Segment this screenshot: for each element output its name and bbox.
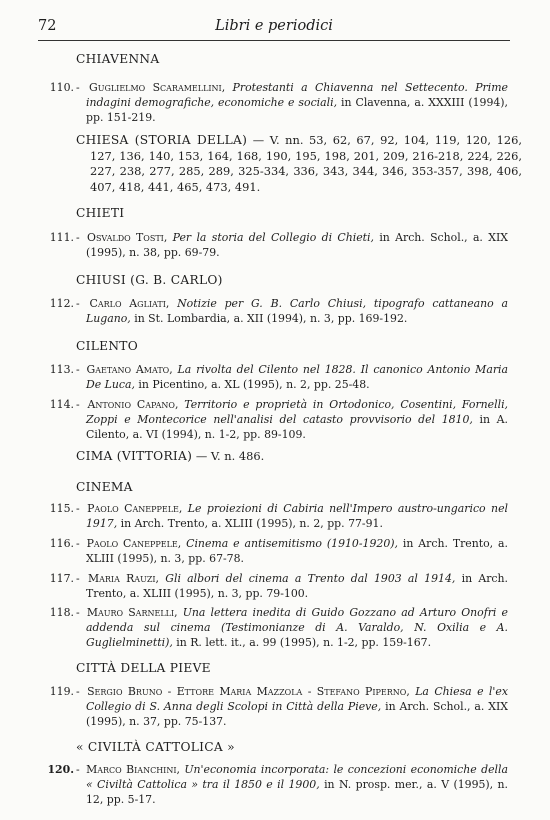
bibliography-entry xyxy=(38,501,508,531)
entry-author: Carlo Agliati, xyxy=(89,297,170,310)
bibliography-entry xyxy=(38,536,508,566)
entry-number: 112. xyxy=(49,297,74,310)
entry-author: Maria Rauzi, xyxy=(87,572,159,585)
section-heading: CHIETI xyxy=(76,206,125,220)
entry-citation: in Picentino, a. XL (1995), n. 2, pp. 25-48. xyxy=(138,378,370,392)
entry-title: Le proiezioni di Cabiria nell'Impero austro-ungarico nel 1917, xyxy=(86,502,509,531)
page-number: 72 xyxy=(38,18,57,34)
entry-text: - Osvaldo Tosti, Per la storia del Collegio di Chieti, in Arch. Schol., a. XIX (1995), n. 38, pp. 69-79. xyxy=(76,231,509,260)
entry-citation: in Arch. Schol., a. XIX (1995), n. 38, pp. 69-79. xyxy=(86,231,509,260)
entry-text: - Sergio Bruno - Ettore Maria Mazzola - Stefano Piperno, La Chiesa e l'ex Collegio di S. Anna degli Scolopi in Città della Pieve, in Arch. Schol., a. XIX (1995), n. 37, pp. 75-137. xyxy=(76,685,509,729)
bibliography-entry xyxy=(38,80,508,126)
bibliography-entry xyxy=(38,362,508,392)
entry-title: La rivolta del Cilento nel 1828. Il canonico Antonio Maria De Luca, xyxy=(86,363,509,392)
entry-title: Territorio e proprietà in Ortodonico, Cosentini, Fornelli, Zoppi e Montecorice nell'analisi del catasto provvisorio del 1810, xyxy=(86,398,509,427)
cross-reference-list: — V. n. 486. xyxy=(195,449,265,463)
section-heading: CILENTO xyxy=(76,339,139,353)
cross-reference xyxy=(76,449,522,465)
entry-citation: in Arch. Schol., a. XIX (1995), n. 37, pp. 75-137. xyxy=(86,700,509,729)
section-heading: CHIAVENNA xyxy=(76,52,160,66)
entry-text: - Gaetano Amato, La rivolta del Cilento nel 1828. Il canonico Antonio Maria De Luca, in Picentino, a. XL (1995), n. 2, pp. 25-48. xyxy=(76,363,509,392)
entry-author: Mauro Sarnelli, xyxy=(86,606,178,619)
entry-text: - Marco Bianchini, Un'economia incorporata: le concezioni economiche della « Civiltà Cattolica » tra il 1850 e il 1900, in N. prosp. mer., a. V (1995), n. 12, pp. 5-17. xyxy=(76,763,508,807)
section-heading: CITTÀ DELLA PIEVE xyxy=(76,661,211,675)
bibliography-entry xyxy=(38,762,508,808)
entry-author: Sergio Bruno - Ettore Maria Mazzola - Stefano Piperno, xyxy=(87,685,410,698)
cross-reference-list: — V. nn. 53, 62, 67, 92, 104, 119, 120, 126, 127, 136, 140, 153, 164, 168, 190, 195, 198, 201, 209, 216-218, 224, 226, 227, 238, 277, 285, 289, 325-334, 336, 343, 344, 346, 353-357, 398, 406, 407, 418, 441, 465, 473, 491. xyxy=(90,133,522,194)
entry-author: Guglielmo Scaramellini, xyxy=(89,81,226,94)
entry-author: Osvaldo Tosti, xyxy=(87,231,168,244)
entry-citation: in Clavenna, a. XXXIII (1994), pp. 151-219. xyxy=(86,96,509,125)
entry-text: - Paolo Caneppele, Cinema e antisemitismo (1910-1920), in Arch. Trento, a. XLIII (1995), n. 3, pp. 67-78. xyxy=(76,537,508,566)
entry-text: - Maria Rauzi, Gli albori del cinema a Trento dal 1903 al 1914, in Arch. Trento, a. XLIII (1995), n. 3, pp. 79-100. xyxy=(76,572,509,601)
entry-title: La Chiesa e l'ex Collegio di S. Anna degli Scolopi in Città della Pieve, xyxy=(86,685,508,714)
entry-citation: in N. prosp. mer., a. V (1995), n. 12, pp. 5-17. xyxy=(86,778,508,807)
bibliography-entry xyxy=(38,571,508,601)
section-heading: CHIUSI (G. B. CARLO) xyxy=(76,273,223,287)
entry-number: 119. xyxy=(49,685,74,698)
cross-reference xyxy=(76,133,522,195)
section-heading: CIMA (VITTORIA) xyxy=(76,449,193,463)
entry-title: Per la storia del Collegio di Chieti, xyxy=(172,231,374,244)
section-heading: CINEMA xyxy=(76,480,133,494)
entry-number: 116. xyxy=(49,537,74,550)
section-heading: « CIVILTÀ CATTOLICA » xyxy=(76,740,235,754)
entry-citation: in Arch. Trento, a. XLIII (1995), n. 3, pp. 67-78. xyxy=(86,537,508,566)
entry-number: 118. xyxy=(49,606,74,619)
entry-author: Paolo Caneppele, xyxy=(87,502,183,515)
entry-number: 110. xyxy=(49,81,74,94)
entry-text: - Guglielmo Scaramellini, Protestanti a Chiavenna nel Settecento. Prime indagini demografiche, economiche e sociali, in Clavenna, a. XXXIII (1994), pp. 151-219. xyxy=(76,81,509,125)
entry-number: 117. xyxy=(49,572,74,585)
entry-title: Gli albori del cinema a Trento dal 1903 al 1914, xyxy=(165,572,456,585)
entry-number: 120. xyxy=(47,763,74,776)
entry-title: Notizie per G. B. Carlo Chiusi, tipografo cattaneano a Lugano, xyxy=(86,297,508,326)
section-heading: CHIESA (STORIA DELLA) xyxy=(76,133,248,147)
bibliography-entry xyxy=(38,684,508,730)
bibliography-entry xyxy=(38,605,508,651)
entry-citation: in St. Lombardia, a. XII (1994), n. 3, pp. 169-192. xyxy=(134,312,408,326)
entry-title: Una lettera inedita di Guido Gozzano ad Arturo Onofri e addenda sul cinema (Testimonianze di A. Varaldo, N. Oxilia e A. Guglielminetti), xyxy=(86,606,508,650)
entry-author: Marco Bianchini, xyxy=(86,763,180,776)
entry-citation: in A. Cilento, a. VI (1994), n. 1-2, pp. 89-109. xyxy=(86,413,508,442)
entry-text: - Paolo Caneppele, Le proiezioni di Cabiria nell'Impero austro-ungarico nel 1917, in Arch. Trento, a. XLIII (1995), n. 2, pp. 77-91. xyxy=(76,502,509,531)
entry-title: Protestanti a Chiavenna nel Settecento. Prime indagini demografiche, economiche e sociali, xyxy=(86,81,508,110)
bibliography-entry xyxy=(38,230,508,260)
entry-citation: in Arch. Trento, a. XLIII (1995), n. 3, pp. 79-100. xyxy=(86,572,509,601)
entry-citation: in R. lett. it., a. 99 (1995), n. 1-2, pp. 159-167. xyxy=(176,636,432,650)
running-title: Libri e periodici xyxy=(215,18,333,34)
bibliography-entry xyxy=(38,296,508,326)
header-rule xyxy=(38,40,510,41)
entry-citation: in Arch. Trento, a. XLIII (1995), n. 2, pp. 77-91. xyxy=(120,517,383,531)
bibliography-entry xyxy=(38,397,508,443)
entry-author: Gaetano Amato, xyxy=(86,363,173,376)
entry-author: Paolo Caneppele, xyxy=(86,537,182,550)
entry-number: 111. xyxy=(49,231,74,244)
entry-text: - Carlo Agliati, Notizie per G. B. Carlo Chiusi, tipografo cattaneano a Lugano, in St. Lombardia, a. XII (1994), n. 3, pp. 169-192. xyxy=(76,297,508,326)
entry-text: - Mauro Sarnelli, Una lettera inedita di Guido Gozzano ad Arturo Onofri e addenda sul cinema (Testimonianze di A. Varaldo, N. Oxilia e A. Guglielminetti), in R. lett. it., a. 99 (1995), n. 1-2, pp. 159-167. xyxy=(76,606,508,650)
entry-number: 113. xyxy=(49,363,74,376)
entry-author: Antonio Capano, xyxy=(87,398,179,411)
entry-number: 114. xyxy=(49,398,74,411)
entry-title: Un'economia incorporata: le concezioni economiche della « Civiltà Cattolica » tra il 1850 e il 1900, xyxy=(86,763,508,792)
entry-title: Cinema e antisemitismo (1910-1920), xyxy=(186,537,398,550)
page-header xyxy=(38,18,510,40)
entry-text: - Antonio Capano, Territorio e proprietà in Ortodonico, Cosentini, Fornelli, Zoppi e Montecorice nell'analisi del catasto provvisorio del 1810, in A. Cilento, a. VI (1994), n. 1-2, pp. 89-109. xyxy=(76,398,509,442)
entry-number: 115. xyxy=(49,502,74,515)
